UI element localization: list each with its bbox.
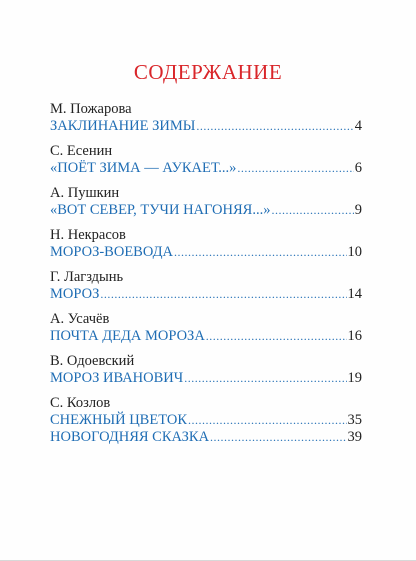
entry-title: МОРОЗ ИВАНОВИЧ — [50, 370, 184, 386]
author-name: А. Пушкин — [50, 185, 120, 201]
toc-group — [50, 395, 362, 446]
toc-entry[interactable] — [50, 412, 362, 429]
toc-entry[interactable] — [50, 160, 362, 177]
entry-page-number: 6 — [354, 160, 362, 176]
toc-group — [50, 143, 362, 177]
dot-leader — [271, 202, 353, 219]
entry-title: МОРОЗ — [50, 286, 100, 302]
dot-leader — [100, 286, 346, 303]
dot-leader — [184, 370, 346, 387]
entry-title: «ПОЁТ ЗИМА — АУКАЕТ...» — [50, 160, 237, 176]
dot-leader — [174, 244, 347, 261]
dot-leader — [196, 118, 353, 135]
page-title: СОДЕРЖАНИЕ — [133, 60, 283, 84]
author-name: С. Есенин — [50, 143, 113, 159]
toc-group — [50, 311, 362, 345]
dot-leader — [210, 429, 346, 446]
entry-page-number: 39 — [347, 429, 362, 445]
toc-group — [50, 269, 362, 303]
entry-page-number: 9 — [354, 202, 362, 218]
author-name: А. Усачёв — [50, 311, 110, 327]
toc-group — [50, 353, 362, 387]
entry-page-number: 19 — [347, 370, 362, 386]
toc-group — [50, 101, 362, 135]
entry-page-number: 10 — [347, 244, 362, 260]
dot-leader — [206, 328, 347, 345]
toc-entry[interactable] — [50, 370, 362, 387]
entry-page-number: 35 — [347, 412, 362, 428]
entry-title: «ВОТ СЕВЕР, ТУЧИ НАГОНЯЯ...» — [50, 202, 271, 218]
entry-title: ПОЧТА ДЕДА МОРОЗА — [50, 328, 205, 344]
entry-title: СНЕЖНЫЙ ЦВЕТОК — [50, 412, 188, 428]
author-name: М. Пожарова — [50, 101, 132, 117]
toc-group — [50, 185, 362, 219]
author-name: С. Козлов — [50, 395, 111, 411]
author-name: Н. Некрасов — [50, 227, 126, 243]
toc-entry[interactable] — [50, 328, 362, 345]
toc-entry[interactable] — [50, 118, 362, 135]
entry-title: МОРОЗ-ВОЕВОДА — [50, 244, 173, 260]
dot-leader — [188, 412, 346, 429]
toc-entry[interactable] — [50, 244, 362, 261]
author-name: Г. Лагздынь — [50, 269, 124, 285]
table-of-contents — [50, 101, 362, 454]
dot-leader — [237, 160, 353, 177]
entry-title: ЗАКЛИНАНИЕ ЗИМЫ — [50, 118, 196, 134]
toc-entry[interactable] — [50, 202, 362, 219]
entry-page-number: 4 — [354, 118, 362, 134]
toc-entry[interactable] — [50, 429, 362, 446]
entry-page-number: 16 — [347, 328, 362, 344]
toc-entry[interactable] — [50, 286, 362, 303]
entry-page-number: 14 — [347, 286, 362, 302]
entry-title: НОВОГОДНЯЯ СКАЗКА — [50, 429, 210, 445]
author-name: В. Одоевский — [50, 353, 135, 369]
toc-group — [50, 227, 362, 261]
